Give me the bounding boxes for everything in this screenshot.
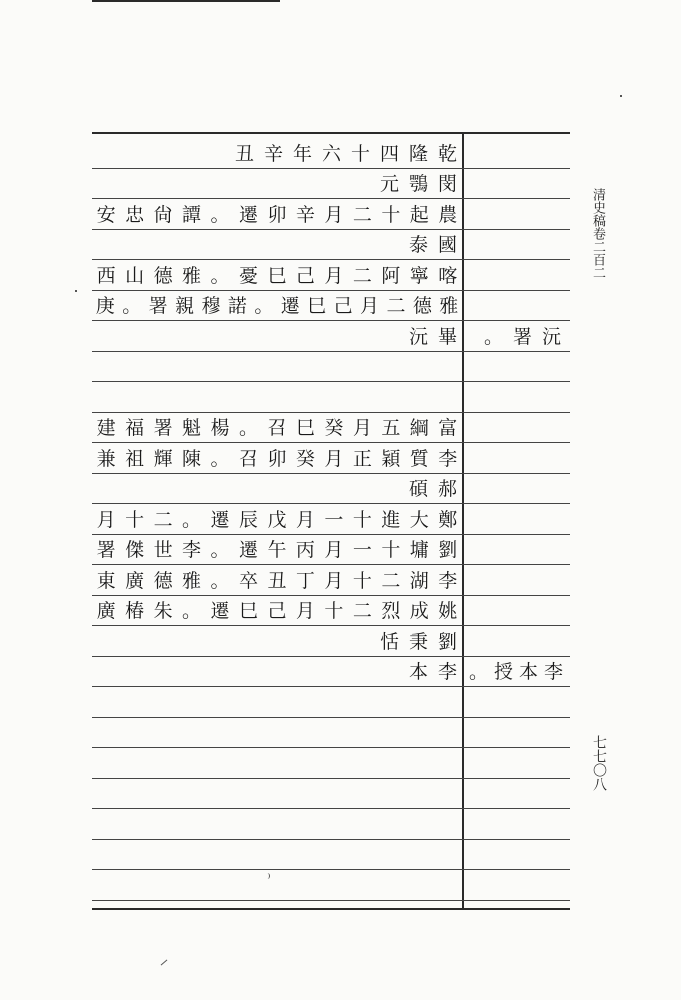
glyph: 月 — [295, 508, 315, 531]
glyph: 成 — [409, 600, 429, 622]
glyph: 年 — [292, 142, 312, 165]
glyph: 建 — [96, 417, 116, 439]
row-rule — [92, 869, 570, 870]
glyph: 巳 — [238, 600, 258, 622]
table-row — [92, 625, 462, 655]
glyph: 椿 — [125, 600, 145, 622]
glyph: 李 — [182, 539, 202, 561]
glyph: 署 — [96, 539, 116, 561]
glyph: 恬 — [379, 630, 399, 653]
glyph: 署 — [512, 325, 532, 348]
glyph: 戊 — [267, 508, 287, 531]
row-rule — [92, 778, 570, 779]
glyph: 魁 — [182, 417, 202, 439]
table-row — [92, 595, 462, 625]
glyph: 癸 — [295, 447, 315, 470]
glyph: 諾 — [227, 295, 247, 317]
ink-speck — [75, 290, 77, 292]
glyph: 湖 — [409, 569, 429, 592]
glyph: 世 — [153, 539, 173, 561]
glyph: 辛 — [263, 142, 283, 165]
glyph: 傑 — [125, 539, 145, 561]
glyph: 本 — [408, 661, 428, 683]
side-entry — [466, 320, 566, 350]
glyph: 六 — [321, 142, 341, 165]
glyph: 卯 — [267, 447, 287, 470]
glyph: 月 — [360, 295, 380, 317]
glyph: 二 — [352, 264, 372, 287]
glyph: 德 — [153, 569, 173, 592]
glyph: 輝 — [153, 447, 173, 470]
glyph: 巳 — [307, 295, 327, 317]
glyph: 。 — [468, 661, 488, 683]
glyph: 。 — [182, 508, 202, 531]
column-divider — [462, 134, 464, 908]
table-row — [92, 534, 462, 564]
table-bottom-rule — [92, 908, 570, 910]
glyph: 尙 — [153, 203, 173, 226]
glyph: 農 — [438, 203, 458, 226]
table-row — [92, 564, 462, 594]
glyph: 李 — [543, 661, 563, 683]
row-rule — [92, 747, 570, 748]
glyph: 正 — [352, 447, 372, 470]
table-top-rule — [92, 132, 570, 134]
glyph: 楊 — [210, 417, 230, 439]
glyph: 。 — [210, 447, 230, 470]
glyph: 綱 — [409, 417, 429, 439]
table-row — [92, 442, 462, 472]
glyph: 卒 — [238, 569, 258, 592]
glyph: 巳 — [295, 417, 315, 439]
glyph: 喀 — [438, 264, 458, 287]
table-row — [92, 351, 462, 381]
glyph: 本 — [518, 661, 538, 683]
glyph: 癸 — [324, 417, 344, 439]
glyph: 大 — [409, 508, 429, 531]
ink-speck — [620, 95, 622, 97]
row-rule — [92, 808, 570, 809]
ink-speck — [265, 873, 270, 879]
side-entry — [466, 656, 566, 686]
glyph: 丑 — [267, 569, 287, 592]
glyph: 富 — [438, 417, 458, 439]
glyph: 月 — [324, 539, 344, 561]
glyph: 鶚 — [408, 173, 428, 195]
glyph: 碩 — [408, 478, 428, 500]
glyph: 己 — [267, 600, 287, 622]
glyph: 質 — [409, 447, 429, 470]
glyph: 十 — [381, 203, 401, 226]
glyph: 德 — [412, 295, 432, 317]
glyph: 山 — [125, 264, 145, 287]
row-rule — [92, 686, 570, 687]
glyph: 十 — [352, 508, 372, 531]
table-row — [92, 473, 462, 503]
table-row — [92, 381, 462, 411]
glyph: 月 — [324, 447, 344, 470]
glyph: 。 — [122, 295, 142, 317]
table-row — [92, 229, 462, 259]
glyph: 祖 — [125, 447, 145, 470]
glyph: 安 — [96, 203, 116, 226]
glyph: 寧 — [409, 264, 429, 287]
glyph: 墉 — [409, 539, 429, 561]
glyph: 沅 — [408, 325, 428, 348]
table-row — [92, 320, 462, 350]
margin-title: 清史稿卷二百二 — [590, 188, 605, 279]
glyph: 國 — [437, 234, 457, 256]
glyph: 元 — [379, 173, 399, 195]
glyph: 遷 — [210, 508, 230, 531]
glyph: 二 — [381, 569, 401, 592]
table-row — [92, 656, 462, 686]
glyph: 阿 — [381, 264, 401, 287]
glyph: 親 — [175, 295, 195, 317]
glyph: 西 — [96, 264, 116, 287]
glyph: 李 — [437, 661, 457, 683]
glyph: 沅 — [541, 325, 561, 348]
row-rule — [92, 900, 570, 901]
glyph: 陳 — [182, 447, 202, 470]
glyph: 德 — [153, 264, 173, 287]
glyph: 月 — [324, 203, 344, 226]
glyph: 巳 — [267, 264, 287, 287]
glyph: 丑 — [234, 142, 254, 165]
glyph: 劉 — [437, 630, 457, 653]
glyph: 午 — [267, 539, 287, 561]
glyph: 五 — [381, 417, 401, 439]
glyph: 。 — [483, 325, 503, 348]
glyph: 穆 — [201, 295, 221, 317]
glyph: 廣 — [96, 600, 116, 622]
glyph: 丁 — [295, 569, 315, 592]
glyph: 雅 — [439, 295, 459, 317]
table-row — [92, 259, 462, 289]
glyph: 。 — [238, 417, 258, 439]
glyph: 一 — [352, 539, 372, 561]
glyph: 遷 — [280, 295, 300, 317]
glyph: 。 — [210, 264, 230, 287]
glyph: 。 — [210, 539, 230, 561]
glyph: 朱 — [153, 600, 173, 622]
glyph: 李 — [438, 447, 458, 470]
glyph: 二 — [153, 508, 173, 531]
glyph: 姚 — [438, 600, 458, 622]
table-row — [92, 503, 462, 533]
row-rule — [92, 717, 570, 718]
glyph: 譚 — [182, 203, 202, 226]
glyph: 閔 — [437, 173, 457, 195]
glyph: 十 — [352, 569, 372, 592]
glyph: 劉 — [438, 539, 458, 561]
glyph: 月 — [96, 508, 116, 531]
glyph: 兼 — [96, 447, 116, 470]
glyph: 二 — [352, 203, 372, 226]
glyph: 十 — [350, 142, 370, 165]
table-row — [92, 290, 462, 320]
table-row — [92, 168, 462, 198]
ink-speck — [161, 960, 168, 966]
glyph: 月 — [295, 600, 315, 622]
table-row — [92, 412, 462, 442]
glyph: 。 — [210, 569, 230, 592]
glyph: 二 — [386, 295, 406, 317]
glyph: 忠 — [125, 203, 145, 226]
glyph: 畢 — [437, 325, 457, 348]
glyph: 穎 — [381, 447, 401, 470]
glyph: 憂 — [238, 264, 258, 287]
glyph: 東 — [96, 569, 116, 592]
table-row — [92, 198, 462, 228]
glyph: 福 — [125, 417, 145, 439]
glyph: 進 — [381, 508, 401, 531]
glyph: 署 — [148, 295, 168, 317]
glyph: 李 — [438, 569, 458, 592]
table-row — [92, 137, 462, 167]
glyph: 乾 — [437, 142, 457, 165]
glyph: 郝 — [437, 478, 457, 500]
glyph: 鄭 — [438, 508, 458, 531]
glyph: 遷 — [238, 539, 258, 561]
glyph: 署 — [153, 417, 173, 439]
glyph: 隆 — [408, 142, 428, 165]
glyph: 泰 — [408, 234, 428, 256]
glyph: 。 — [254, 295, 274, 317]
glyph: 庚 — [95, 295, 115, 317]
glyph: 丙 — [295, 539, 315, 561]
glyph: 遷 — [238, 203, 258, 226]
glyph: 遷 — [210, 600, 230, 622]
glyph: 十 — [324, 600, 344, 622]
glyph: 辰 — [238, 508, 258, 531]
glyph: 。 — [210, 203, 230, 226]
glyph: 廣 — [125, 569, 145, 592]
glyph: 月 — [324, 264, 344, 287]
glyph: 雅 — [182, 569, 202, 592]
glyph: 召 — [267, 417, 287, 439]
glyph: 。 — [182, 600, 202, 622]
glyph: 四 — [379, 142, 399, 165]
glyph: 雅 — [182, 264, 202, 287]
glyph: 召 — [238, 447, 258, 470]
glyph: 烈 — [381, 600, 401, 622]
glyph: 月 — [352, 417, 372, 439]
glyph: 秉 — [408, 630, 428, 653]
glyph: 己 — [295, 264, 315, 287]
glyph: 十 — [125, 508, 145, 531]
glyph: 月 — [324, 569, 344, 592]
glyph: 十 — [381, 539, 401, 561]
page-number: 七七〇八 — [591, 735, 607, 791]
glyph: 一 — [324, 508, 344, 531]
glyph: 辛 — [295, 203, 315, 226]
glyph: 二 — [352, 600, 372, 622]
glyph: 起 — [409, 203, 429, 226]
glyph: 卯 — [267, 203, 287, 226]
row-rule — [92, 839, 570, 840]
top-edge-line — [92, 0, 280, 2]
glyph: 己 — [333, 295, 353, 317]
glyph: 授 — [493, 661, 513, 683]
